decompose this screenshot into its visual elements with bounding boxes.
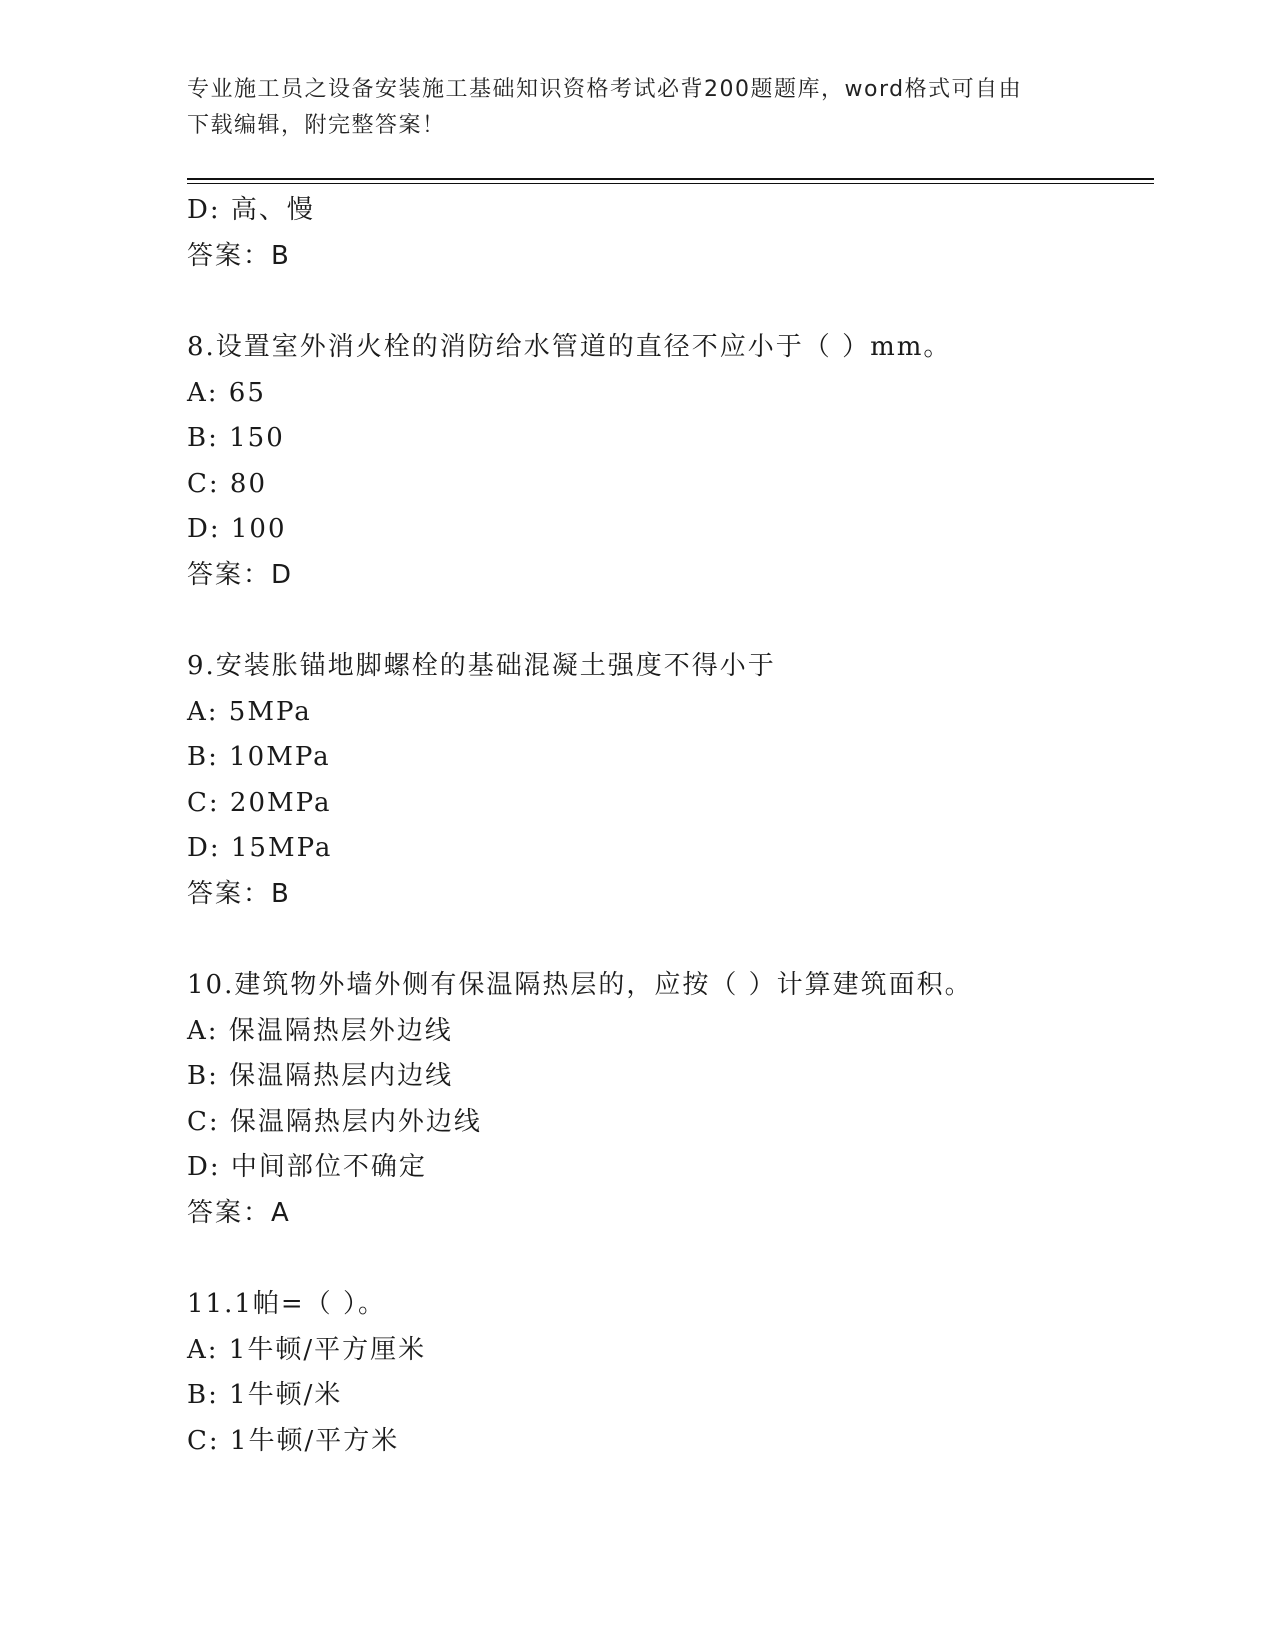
- option-a: A: 1牛顿/平方厘米: [187, 1334, 427, 1365]
- option-d: D: 15MPa: [187, 833, 333, 863]
- option-b: B: 保温隔热层内边线: [187, 1061, 454, 1091]
- question-11: [187, 1282, 1147, 1464]
- question-10: [187, 963, 1147, 1236]
- question-stem: 11.1帕=（ ）。: [187, 1289, 386, 1319]
- option-a: A: 保温隔热层外边线: [187, 1015, 453, 1046]
- header-divider-thin: [187, 183, 1154, 184]
- answer-line: 答案：D: [187, 559, 294, 590]
- answer-line: 答案：B: [187, 240, 291, 271]
- question-8: [187, 325, 1147, 598]
- question-list: [187, 188, 1147, 1464]
- question-stem: 9.安装胀锚地脚螺栓的基础混凝土强度不得小于: [187, 651, 776, 681]
- option-c: C: 20MPa: [187, 787, 332, 818]
- option-b: B: 1牛顿/米: [187, 1380, 343, 1410]
- header-title-line-2: 下载编辑，附完整答案！: [187, 113, 446, 138]
- option-c: C: 1牛顿/平方米: [187, 1425, 400, 1456]
- option-c: C: 保温隔热层内外边线: [187, 1106, 482, 1137]
- option-a: A: 5MPa: [187, 696, 312, 727]
- question-9: [187, 644, 1147, 917]
- answer-line: 答案：A: [187, 1197, 291, 1228]
- option-a: A: 65: [187, 377, 266, 408]
- question-stem: 10.建筑物外墙外侧有保温隔热层的，应按（ ）计算建筑面积。: [187, 970, 973, 1000]
- option-c: C: 80: [187, 468, 268, 499]
- option-b: B: 150: [187, 423, 285, 453]
- answer-line: 答案：B: [187, 878, 291, 909]
- option-d: D: 100: [187, 514, 287, 544]
- option-d: D: 高、慢: [187, 195, 315, 225]
- option-b: B: 10MPa: [187, 742, 331, 772]
- header-divider-thick: [187, 178, 1154, 180]
- document-header: [187, 72, 1067, 144]
- option-d: D: 中间部位不确定: [187, 1152, 427, 1182]
- question-stem: 8.设置室外消火栓的消防给水管道的直径不应小于（ ）mm。: [187, 332, 952, 362]
- header-title-line-1: 专业施工员之设备安装施工基础知识资格考试必背200题题库，word格式可自由: [187, 77, 1023, 102]
